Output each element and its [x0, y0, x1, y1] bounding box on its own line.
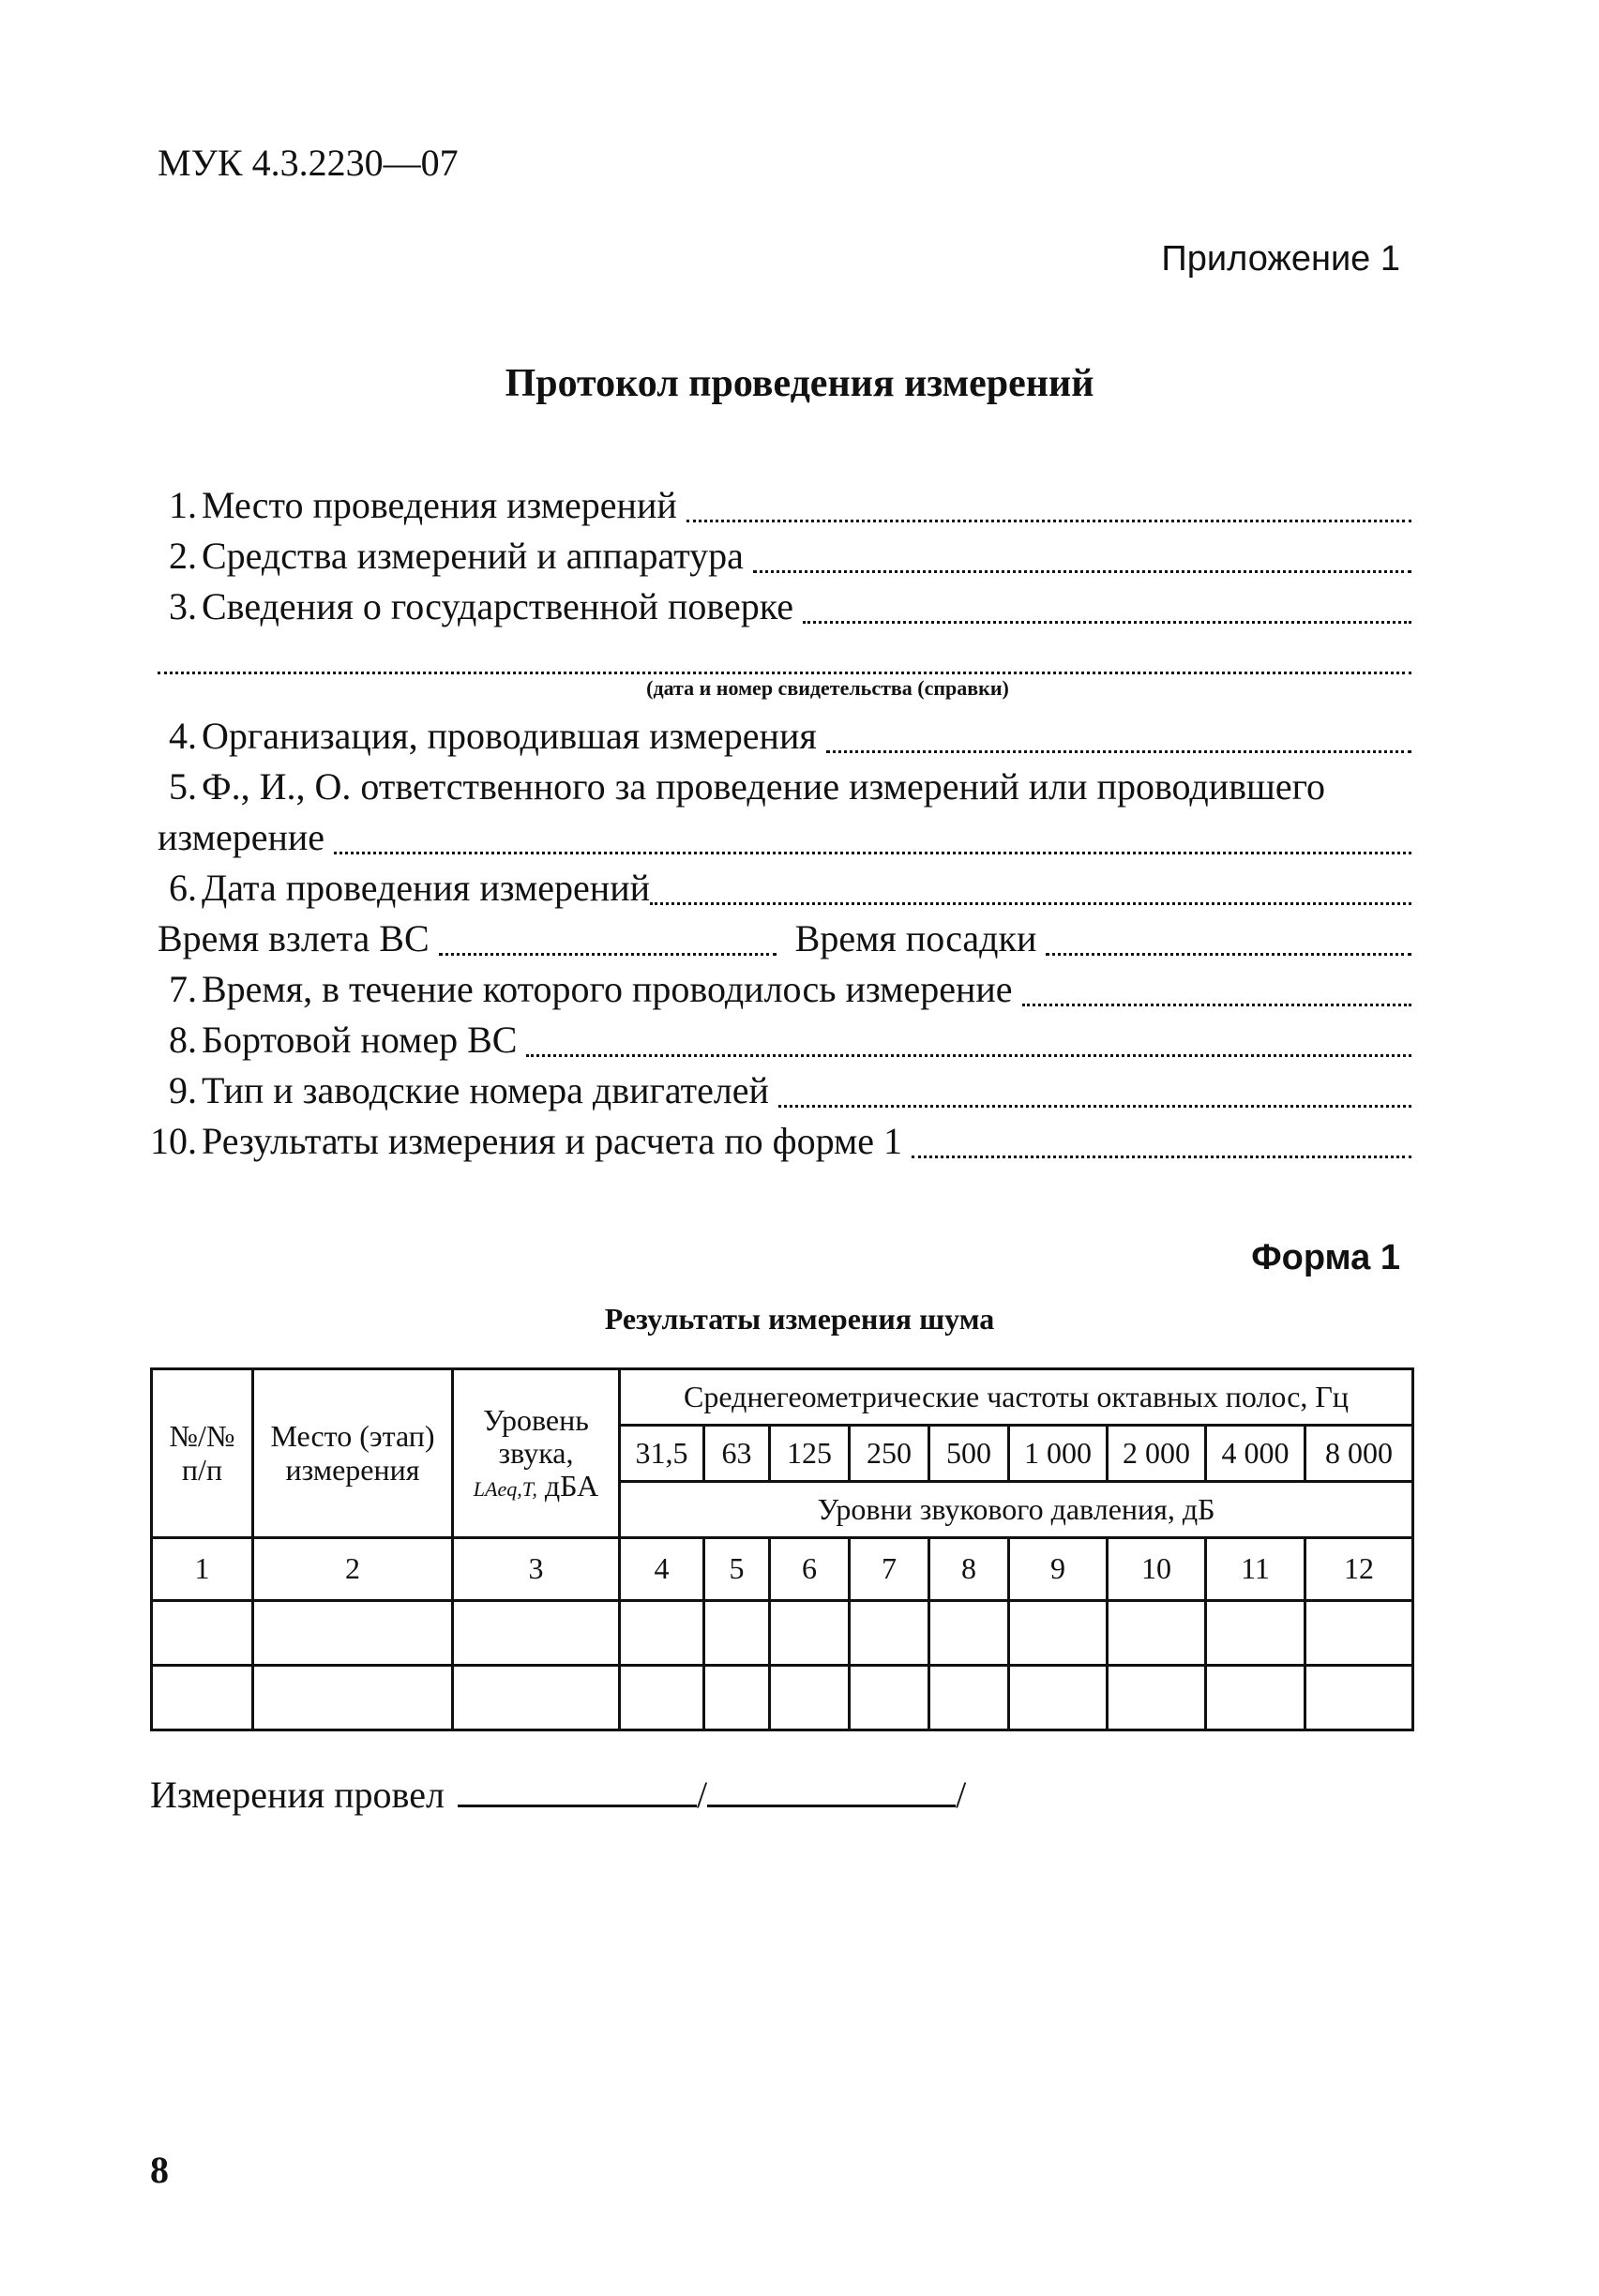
field-responsible-person: 5. Ф., И., О. ответственного за проведение измерений или проводившего: [169, 765, 1326, 808]
field-instruments: 2. Средства измерений и аппаратура: [131, 534, 1411, 584]
header-frequencies: Среднегеометрические частоты октавных полос, Гц: [620, 1369, 1413, 1426]
freq-cell: 1 000: [1009, 1426, 1108, 1482]
table-title: Результаты измерения шума: [604, 1302, 995, 1336]
header-num: №/№ п/п: [152, 1369, 253, 1538]
freq-cell: 63: [704, 1426, 770, 1482]
freq-cell: 2 000: [1108, 1426, 1206, 1482]
field-verification: 3. Сведения о государственной поверке: [131, 584, 1411, 635]
certificate-caption: (дата и номер свидетельства (справки): [646, 676, 1009, 700]
column-number-row: 1 2 3 4 5 6 7 8 9 10 11 12: [152, 1538, 1413, 1601]
protocol-fields: [131, 483, 1411, 1170]
freq-cell: 250: [850, 1426, 929, 1482]
signature-line: Измерения провел / /: [150, 1774, 967, 1816]
field-duration: 7. Время, в течение которого проводилось измерение: [131, 967, 1411, 1018]
freq-cell: 4 000: [1206, 1426, 1305, 1482]
field-results: 10. Результаты измерения и расчета по форме 1: [131, 1119, 1411, 1170]
document-code: МУК 4.3.2230—07: [158, 142, 459, 184]
field-engines: 9. Тип и заводские номера двигателей: [131, 1068, 1411, 1119]
results-table: [150, 1367, 1414, 1731]
table-row: [152, 1666, 1413, 1730]
form-label: Форма 1: [1251, 1238, 1400, 1277]
field-responsible-cont: измерение: [131, 815, 1411, 866]
protocol-title: Протокол проведения измерений: [505, 362, 1094, 405]
field-date: 6. Дата проведения измерений: [131, 866, 1411, 916]
field-board-number: 8. Бортовой номер ВС: [131, 1018, 1411, 1068]
name-blank: [707, 1776, 956, 1807]
freq-cell: 8 000: [1305, 1426, 1413, 1482]
field-organization: 4. Организация, проводившая измерения: [131, 714, 1411, 764]
freq-cell: 500: [929, 1426, 1009, 1482]
signature-blank: [458, 1776, 697, 1807]
signature-label: Измерения провел: [150, 1774, 445, 1816]
header-place: Место (этап) измерения: [253, 1369, 453, 1538]
table-row: [152, 1601, 1413, 1666]
freq-cell: 125: [770, 1426, 850, 1482]
field-takeoff-landing: Время взлета ВС Время посадки: [131, 916, 1411, 967]
appendix-label: Приложение 1: [1161, 239, 1400, 279]
field-measurement-place: 1. Место проведения измерений: [131, 483, 1411, 534]
page-number: 8: [150, 2149, 169, 2191]
header-pressure: Уровни звукового давления, дБ: [620, 1482, 1413, 1538]
freq-cell: 31,5: [620, 1426, 704, 1482]
header-level: Уровень звука, LAeq,T, дБА: [453, 1369, 620, 1538]
